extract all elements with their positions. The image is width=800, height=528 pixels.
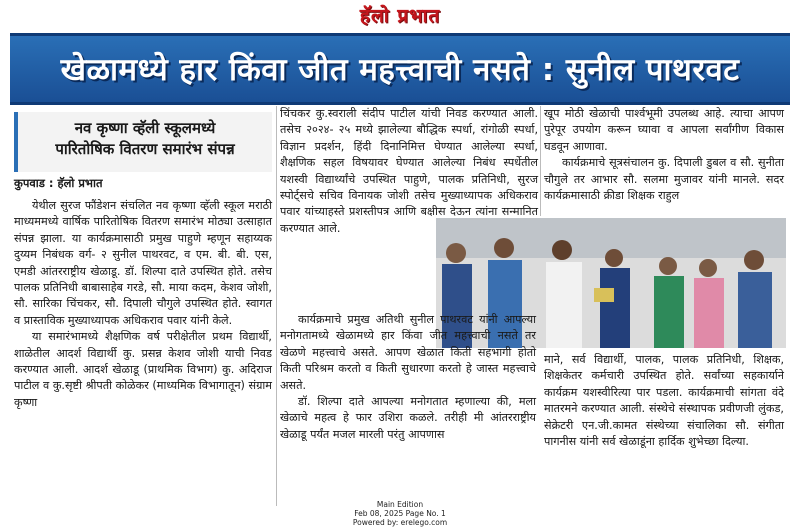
- column-divider: [276, 106, 277, 506]
- headline-banner: [10, 33, 790, 105]
- paragraph: कार्यक्रमाचे सूत्रसंचालन कु. दिपाली डुबल व सौ. सुनीता चौगुले तर आभार सौ. सलमा मुजावर यांनी मानले. सदर कार्यक्रमासाठी क्रीडा शिक्षक राहुल: [544, 156, 784, 203]
- edition-label: Main Edition: [376, 500, 424, 509]
- paragraph: चिंचकर कु.स्वराली संदीप पाटील यांची निवड करण्यात आली. तसेच २०२४- २५ मध्ये झालेल्या बौद्धिक स्पर्धा, रांगोळी स्पर्धा, विज्ञान प्रदर्शन, हिंदी दिनानिमित्त घेण्यात आलेल्या स्पर्धा, शैक्षणिक सहल विषयावर घेण्यात आलेल्या निबंध स्पर्धेतील यशस्वी विद्यार्थ्यांचे उपस्थित पाहुणे, पालक प्रतिनिधी, सुरज स्पोर्ट्सचे सचिव विनायक जोशी तसेच मुख्याध्यापक अधिकराव पवार यांच्याहस्ते प्रशस्तीपत्र आणि बक्षीस देऊन त्यांना सन्मानित करण्यात आले.: [280, 107, 538, 235]
- dateline: कुपवाड : हॅलो प्रभात: [14, 176, 103, 190]
- paragraph: या समारंभामध्ये शैक्षणिक वर्ष परीक्षेतील प्रथम विद्यार्थी, शाळेतील आदर्श विद्यार्थी कु. प्रसन्न केशव जोशी याची निवड करण्यात आली. आदर्श खेळाडू (प्राथमिक विभाग) कु. अदिराज पाटील व कु.सृष्टी श्रीपती कोळेकर (माध्यमिक विभागातून) संग्राम कृष्णा: [14, 330, 272, 409]
- paragraph: येथील सुरज फौंडेशन संचलित नव कृष्णा व्हॅली स्कूल मराठी माध्यममध्ये वार्षिक पारितोषिक वितरण समारंभ मोठ्या उत्साहात संपन्न झाला. या कार्यक्रमासाठी प्रमुख पाहुणे म्हणून सहाय्यक दुय्यम निबंधक वर्ग- २ सुनील पाथरवट, व एम. बी. बी. एस, एमडी आंतरराष्ट्रीय खेळाडू. डॉ. शिल्पा दाते उपस्थित होते. तसेच पालक प्रतिनिधी बाबासाहेब गरडे, सौ. माया कदम, केशव जोशी, सौ. सारिका चिंचकर, सौ. दिपाली चौगुले उपस्थित होते. स्वागत व प्रास्ताविक मुख्याध्यापक अधिकराव पवार यांनी केले.: [14, 199, 272, 327]
- article-column-3-continued: [544, 352, 784, 450]
- headline: खेळामध्ये हार किंवा जीत महत्त्वाची नसते : सुनील पाथरवट: [60, 52, 740, 88]
- paragraph: खूप मोठी खेळाची पार्श्वभूमी उपलब्ध आहे. त्याचा आपण पुरेपूर उपयोग करून घ्यावा व आपला सर्वांगीण विकास घडवून आणावा.: [544, 107, 784, 153]
- powered-by: Powered by: erelego.com: [352, 518, 448, 527]
- paragraph: कार्यक्रमाचे प्रमुख अतिथी सुनील पाथरवट यांनी आपल्या मनोगतामध्ये खेळामध्ये हार किंवा जीत महत्त्वाची नसते तर खेळणे महत्त्वाचे असते. आपण खेळात किती सहभागी होतो किती परिश्रम करतो व किती सुधारणा करतो हे जास्त महत्त्वाचे असते.: [280, 313, 536, 392]
- subheadline-box: [14, 112, 272, 172]
- article-column-1: [14, 198, 272, 411]
- paragraph: माने, सर्व विद्यार्थी, पालक, पालक प्रतिनिधी, शिक्षक, शिक्षकेतर कर्मचारी उपस्थित होते. सर्वांच्या सहकार्याने कार्यक्रम यशस्वीरित्या पार पडला. कार्यक्रमाची सांगता वंदे मातरमने करण्यात आली. संस्थेचे संस्थापक प्रवीणजी लुंकड, सेक्रेटरी एन.जी.कामत संस्थेच्या संचालिका सौ. संगीता पागनीस यांनी सर्व खेळाडूंना हार्दिक शुभेच्छा दिल्या.: [544, 353, 784, 449]
- subheadline-line-2: पारितोषिक वितरण समारंभ संपन्न: [55, 140, 235, 158]
- subheadline-line-1: नव कृष्णा व्हॅली स्कूलमध्ये: [74, 119, 216, 137]
- article-column-3: [544, 106, 784, 204]
- masthead: [0, 0, 800, 30]
- article-column-2-continued: [280, 312, 536, 443]
- column-divider: [540, 106, 541, 216]
- newspaper-title: हॅलो प्रभात: [359, 5, 441, 27]
- edition-date: Feb 08, 2025 Page No. 1: [354, 509, 446, 518]
- paragraph: डॉ. शिल्पा दाते आपल्या मनोगतात म्हणाल्या की, मला खेळाचे महत्व हे फार उशिरा कळले. तरीही मी आंतरराष्ट्रीय खेळाडू पर्यंत मजल मारली परंतु आपणास: [280, 395, 536, 441]
